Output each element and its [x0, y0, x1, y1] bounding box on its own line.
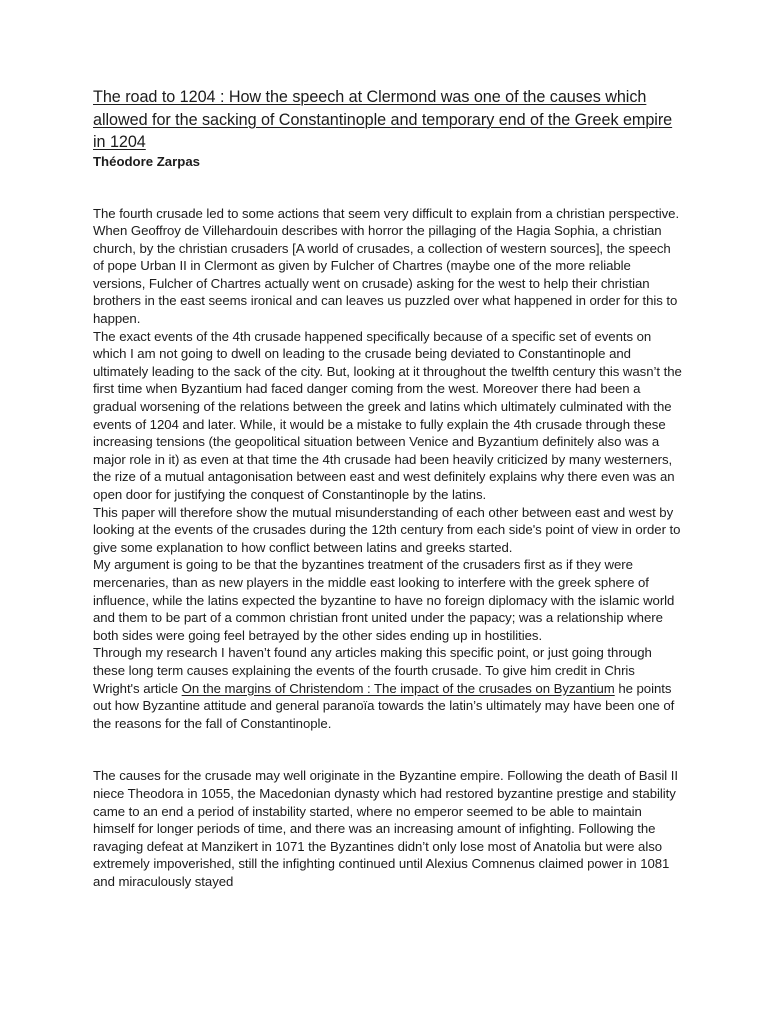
- section-gap: [93, 732, 683, 767]
- research-text-after: he points out how Byzantine attitude and general paranoïa towards the latin’s ultimately may have been one of the reasons for the fall of Constantinople.: [93, 680, 675, 731]
- document-title: The road to 1204 : How the speech at Clermond was one of the causes which allowed for the sacking of Constantinople and temporary end of the Greek empire in 1204: [93, 88, 673, 151]
- research-text-before: Through my research I haven’t found any articles making this specific point, or just going through these long term causes explaining the events of the fourth crusade. To give him credit in Chris Wright's article: [93, 645, 652, 696]
- body-paragraph-research: [93, 644, 683, 732]
- body-paragraph-argument: My argument is going to be that the byzantines treatment of the crusaders first as if they were mercenaries, than as new players in the middle east looking to interfere with the greek sphere of influence, while the latins expected the byzantine to have no foreign diplomacy with the islamic world and them to be part of a common christian front united under the papacy; was a relationship where both sides were going feel betrayed by the other sides ending up in hostilities.: [93, 557, 675, 643]
- document-body: [93, 205, 683, 891]
- body-paragraph-intro: The fourth crusade led to some actions that seem very difficult to explain from a christian perspective. When Geoffroy de Villehardouin describes with horror the pillaging of the Hagia Sophia, a christian church, by the christian crusaders [A world of crusades, a collection of western sources], the speech of pope Urban II in Clermont as given by Fulcher of Chartres (maybe one of the more reliable versions, Fulcher of Chartres actually went on crusade) asking for the west to help their christian brothers in the east seems ironical and can leaves us puzzled over what happened in order for this to happen.: [93, 205, 680, 327]
- body-paragraph-events: The exact events of the 4th crusade happened specifically because of a specific set of events on which I am not going to dwell on leading to the crusade being deviated to Constantinople and ultimately leading to the sack of the city. But, looking at it throughout the twelfth century this wasn’t the first time when Byzantium had faced danger coming from the west. Moreover there had been a gradual worsening of the relations between the greek and latins which ultimately culminated with the events of 1204 and later. While, it would be a mistake to fully explain the 4th crusade through these increasing tensions (the geopolitical situation between Venice and Byzantium definitely also was a major role in it) as even at that time the 4th crusade had been heavily criticized by many westerners, the rize of a mutual antagonisation between east and west definitely explains why there even was an open door for justifying the conquest of Constantinople by the latins.: [93, 328, 682, 502]
- body-paragraph-causes: The causes for the crusade may well originate in the Byzantine empire. Following the death of Basil II niece Theodora in 1055, the Macedonian dynasty which had restored byzantine prestige and stability came to an end a period of instability started, where no emperor seemed to be able to maintain himself for longer periods of time, and there was an increasing amount of infighting. Following the ravaging defeat at Manzikert in 1071 the Byzantines didn’t only lose most of Anatolia but were also extremely impoverished, still the infighting continued until Alexius Comnenus claimed power in 1081 and miraculously stayed: [93, 768, 678, 889]
- body-paragraph-thesis: This paper will therefore show the mutual misunderstanding of each other between east and west by looking at the events of the crusades during the 12th century from each side's point of view in order to give some explanation to how conflict between latins and greeks started.: [93, 504, 681, 555]
- document-content: [93, 86, 683, 890]
- author-name: Théodore Zarpas: [93, 153, 200, 169]
- article-title-link: On the margins of Christendom : The impact of the crusades on Byzantium: [181, 680, 615, 696]
